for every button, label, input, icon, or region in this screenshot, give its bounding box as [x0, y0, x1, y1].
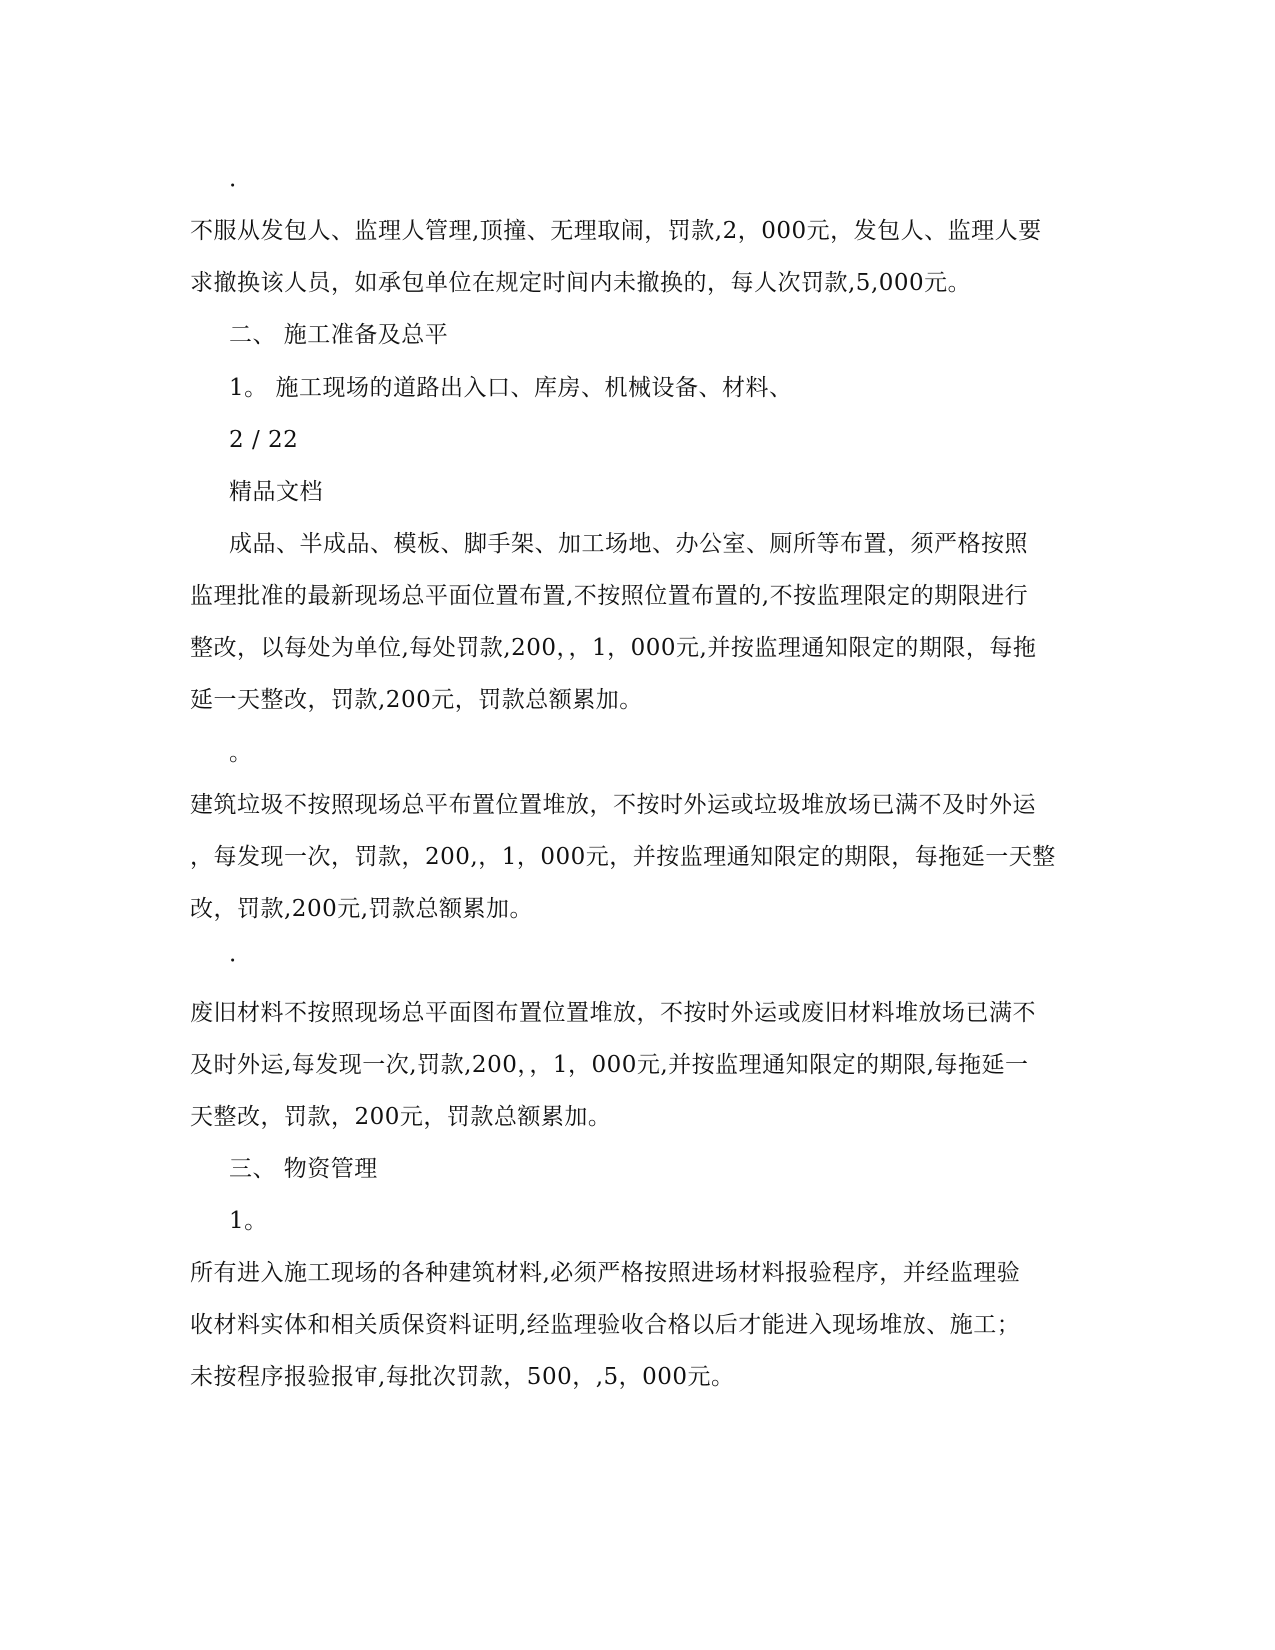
paragraph-line: 所有进入施工现场的各种建筑材料,必须严格按照进场材料报验程序，并经监理验 [190, 1260, 1021, 1286]
section-heading: 三、 物资管理 [229, 1156, 378, 1182]
watermark-text: 精品文档 [229, 479, 323, 505]
paragraph-line: 收材料实体和相关质保资料证明,经监理验收合格以后才能进入现场堆放、施工； [190, 1312, 1021, 1338]
paragraph-line: 整改，以每处为单位,每处罚款,200，，1，000元,并按监理通知限定的期限，每拖 [190, 635, 1037, 661]
list-item: 1。 施工现场的道路出入口、库房、机械设备、材料、 [229, 375, 793, 401]
paragraph-line: ，每发现一次，罚款，200,，1，000元，并按监理通知限定的期限，每拖延一天整 [190, 844, 1056, 870]
paragraph-line: 成品、半成品、模板、脚手架、加工场地、办公室、厕所等布置，须严格按照 [229, 531, 1028, 557]
paragraph-line: 不服从发包人、监理人管理,顶撞、无理取闹，罚款,2，000元，发包人、监理人要 [190, 218, 1042, 244]
bullet-dot: · [229, 948, 237, 974]
paragraph-line: 监理批准的最新现场总平面位置布置,不按照位置布置的,不按监理限定的期限进行 [190, 583, 1029, 609]
paragraph-line: 及时外运,每发现一次,罚款,200，，1，000元,并按监理通知限定的期限,每拖延一 [190, 1052, 1029, 1078]
paragraph-line: 求撤换该人员，如承包单位在规定时间内未撤换的，每人次罚款,5,000元。 [190, 270, 972, 296]
paragraph-line: 延一天整改，罚款,200元，罚款总额累加。 [190, 687, 643, 713]
paragraph-line: 废旧材料不按照现场总平面图布置位置堆放，不按时外运或废旧材料堆放场已满不 [190, 1000, 1036, 1026]
paragraph-line: 建筑垃圾不按照现场总平布置位置堆放，不按时外运或垃圾堆放场已满不及时外运 [190, 792, 1036, 818]
paragraph-line: 未按程序报验报审,每批次罚款，500，,5，000元。 [190, 1364, 735, 1390]
page-number: 2 / 22 [229, 427, 299, 453]
paragraph-line: 改，罚款,200元,罚款总额累加。 [190, 896, 534, 922]
bullet-dot: · [229, 173, 237, 199]
section-heading: 二、 施工准备及总平 [229, 322, 449, 348]
bullet-dot: 。 [229, 740, 253, 766]
list-item-number: 1。 [229, 1208, 268, 1234]
paragraph-line: 天整改，罚款，200元，罚款总额累加。 [190, 1104, 612, 1130]
